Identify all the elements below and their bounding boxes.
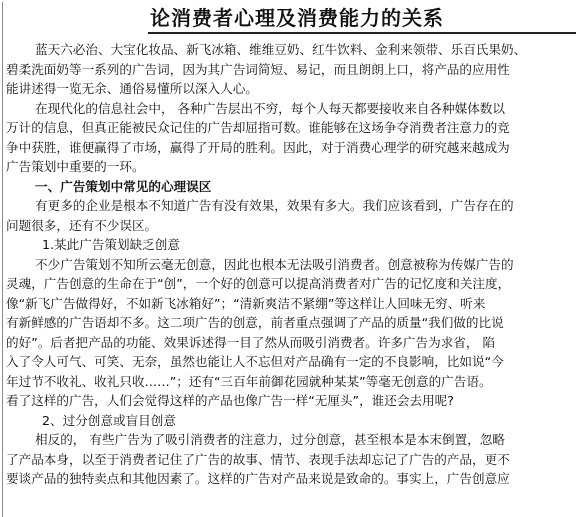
body-line: 入了令人可气、可笑、无奈，虽然也能让人不忘但对产品确有一定的不良影响，比如说“今 [6,354,504,369]
body-line: 万计的信息，但真正能被民众记住的广告却屈指可数。谁能够在这场争夺消费者注意力的竞 [6,120,510,135]
body-line: 不少广告策划不知所云毫无创意，因此也根本无法吸引消费者。创意被称为传媒广告的 [35,256,514,272]
body-line: 要谈产品的独特卖点和其他因素了。这样的广告对产品来说是致命的。事实上，广告创意应 [6,471,510,486]
body-line: 了产品本身，以至于消费者记住了广告的故事、情节、表现手法却忘记了广告的产品，更不 [6,451,510,467]
body-line: 年过节不收礼、收礼只收……”；还有“三百年前御花园就种某某”等毫无创意的广告语。 [6,373,492,389]
body-line: 广告策划中重要的一环。 [6,159,145,174]
body-line: 蓝天六必治、大宝化妆品、新飞冰箱、维维豆奶、红牛饮料、金利来领带、乐百氏果奶、 [35,42,527,57]
body-line: 看了这样的广告，人们会觉得这样的产品也像广告一样“无厘头”，谁还会去用呢? [6,393,454,408]
body-line: 像“新飞广告做得好，不如新飞冰箱好”；“清新爽洁不紧绷”等这样让人回味无穷、听来 [6,295,486,311]
body-line: 相反的， 有些广告为了吸引消费者的注意力，过分创意，甚至根本是本末倒置，忽略 [35,432,505,447]
body-line: 灵魂，广告创意的生命在于“创”，一个好的创意可以提高消费者对广告的记忆度和关注度， [6,276,511,291]
body-line: 有更多的企业是根本不知道广告有没有效果，效果有多大。我们应该看到，广告存在的 [35,198,514,213]
article-title: 论消费者心理及消费能力的关系 [150,6,444,30]
body-line: 在现代化的信息社会中， 各种广告层出不穷，每个人每天都要接收来自各种媒体数以 [35,100,505,116]
body-line: 争中获胜，谁便赢得了市场，赢得了开局的胜利。因此，对于消费心理学的研究越来越成为 [6,139,510,155]
body-line: 问题很多，还有不少误区。 [6,217,158,233]
body-line: 有新鲜感的广告语却不多。这二项广告的创意，前者重点强调了产品的质量“我们做的比说 [6,315,504,330]
article-body [0,40,578,489]
section-heading: 一、广告策划中常见的心理误区 [35,178,212,194]
body-line: 碧柔洗面奶等一系列的广告词，因为其广告词简短、易记，而且朗朗上口，将产品的应用性 [6,61,510,77]
subsection-heading: 2、过分创意或盲目创意 [42,412,176,428]
title-underline [148,32,576,34]
body-line: 的好”。后者把产品的功能、效果诉述得一目了然从而吸引消费者。许多广告为求省， 陷 [6,334,496,350]
subsection-heading: 1.某此广告策划缺乏创意 [42,237,180,252]
body-line: 能讲述得一览无余、通俗易懂所以深入人心。 [6,81,258,96]
